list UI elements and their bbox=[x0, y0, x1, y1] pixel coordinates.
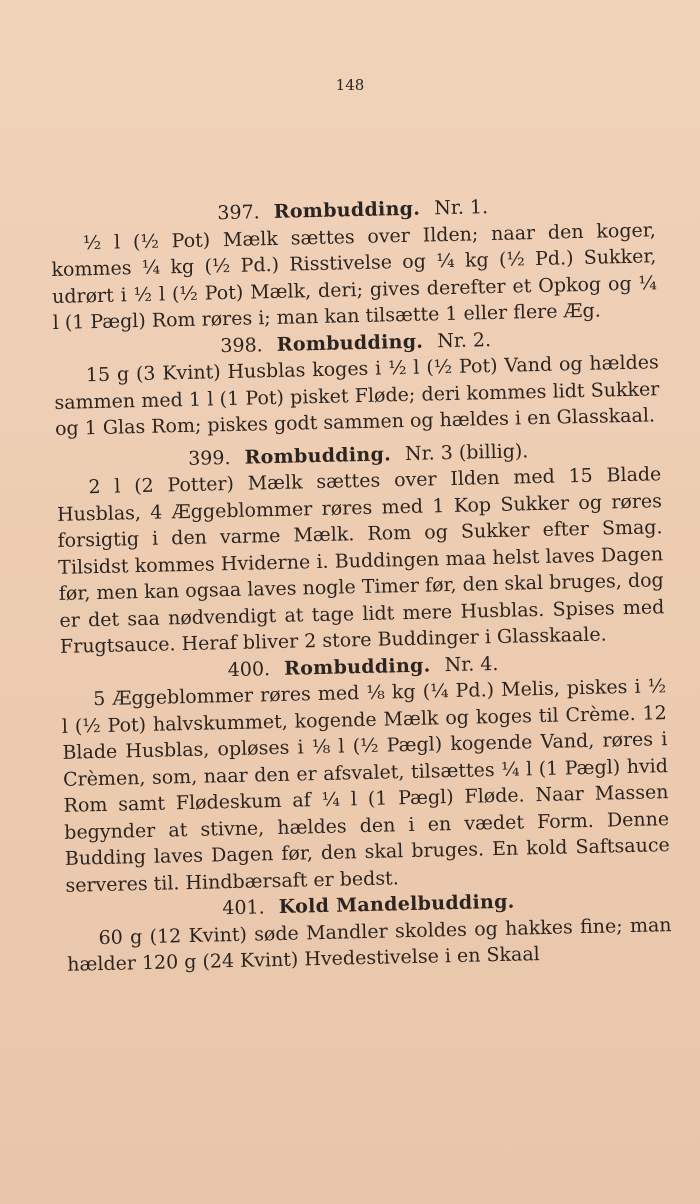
recipe-398 bbox=[53, 323, 660, 443]
recipe-body: 60 g (12 Kvint) søde Mandler skoldes og hakkes fine; man hælder 120 g (24 Kvint) Hvedestivelse i en Skaal bbox=[67, 913, 672, 976]
recipe-number: 398. bbox=[220, 333, 263, 357]
recipe-title: Rombudding. bbox=[283, 653, 431, 680]
recipe-body: 2 l (2 Potter) Mælk sættes over Ilden med 15 Blade Husblas, 4 Æggeblommer røres med 1 Kop Sukker og røres forsigtig i den varme Mælk. Rom og Sukker efter Smag. Tilsidst kommes Hviderne i. Buddingen maa helst laves Dagen før, men kan ogsaa laves nogle Timer før, den skal bruges, dog er det saa nødvendigt at tage lidt mere Husblas. Spises med Frugtsauce. Heraf bliver 2 store Buddinger i Glasskaale. bbox=[56, 463, 665, 658]
recipe-number: 400. bbox=[227, 657, 271, 681]
recipe-title: Kold Mandelbudding. bbox=[278, 890, 515, 918]
recipe-subtitle: Nr. 3 (billig). bbox=[404, 439, 529, 465]
recipe-text-block bbox=[50, 190, 672, 978]
recipe-body: ½ l (½ Pot) Mælk sættes over Ilden; naar den koger, kommes ¼ kg (½ Pd.) Risstivelse og ¼ kg (½ Pd.) Sukker, udrørt i ½ l (½ Pot) Mælk, deri; gives derefter et Opkog og ¼ l (1 Pægl) Rom røres i; man kan tilsætte 1 eller flere Æg. bbox=[51, 218, 658, 334]
recipe-400 bbox=[60, 647, 670, 899]
recipe-title: Rombudding. bbox=[273, 197, 421, 223]
recipe-subtitle: Nr. 2. bbox=[436, 328, 492, 352]
recipe-title: Rombudding. bbox=[244, 442, 392, 469]
recipe-number: 397. bbox=[217, 201, 260, 225]
recipe-number: 401. bbox=[222, 896, 265, 920]
recipe-title: Rombudding. bbox=[276, 330, 424, 356]
recipe-number: 399. bbox=[187, 446, 231, 470]
recipe-401 bbox=[66, 885, 673, 978]
recipe-399 bbox=[56, 435, 666, 661]
recipe-subtitle: Nr. 4. bbox=[444, 652, 499, 676]
recipe-397 bbox=[50, 190, 658, 336]
recipe-body: 15 g (3 Kvint) Husblas koges i ½ l (½ Pot) Vand og hældes sammen med 1 l (1 Pot) pisket Fløde; deri kommes lidt Sukker og 1 Glas Rom; piskes godt sammen og hældes i en Glasskaal. bbox=[54, 351, 660, 440]
recipe-body: 5 Æggeblommer røres med ⅛ kg (¼ Pd.) Melis, piskes i ½ l (½ Pot) halvskummet, kogende Mælk og koges til Crème. 12 Blade Husblas, opløses i ⅛ l (½ Pægl) kogende Vand, røres i Crèmen, som, naar den er afsvalet, tilsættes ¼ l (1 Pægl) hvid Rom samt Flødeskum af ¼ l (1 Pægl) Fløde. Naar Massen begynder at stivne, hældes den i en vædet Form. Denne Budding laves Dagen før, den skal bruges. En kold Saftsauce serveres til. Hindbærsaft er bedst. bbox=[61, 675, 670, 897]
page-number: 148 bbox=[335, 76, 365, 94]
recipe-subtitle: Nr. 1. bbox=[433, 196, 489, 220]
